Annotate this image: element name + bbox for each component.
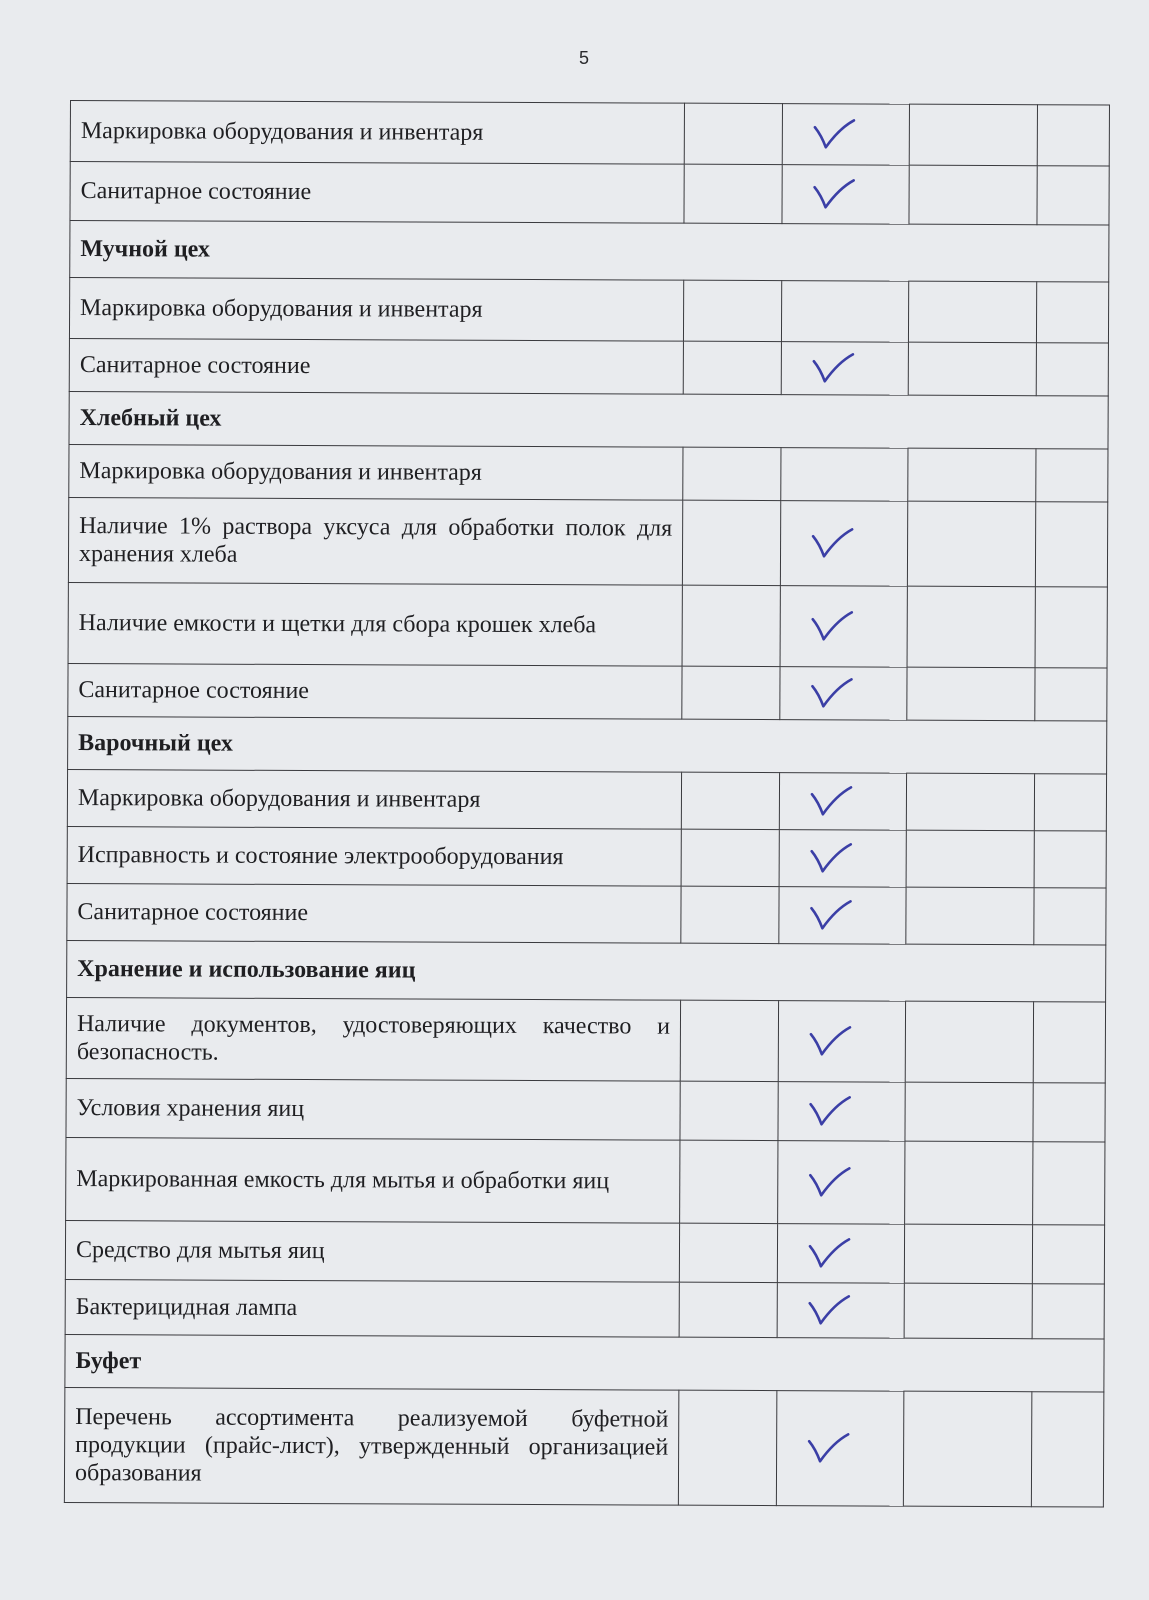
checklist-cell-column-1 [682,585,780,666]
section-title: Хлебный цех [69,391,1108,449]
checklist-cell-column-3 [908,281,1037,343]
checklist-cell-column-1 [679,1282,777,1337]
checklist-cell-column-1 [680,1000,778,1081]
checklist-item-row [68,497,1107,587]
handwritten-check-icon [808,898,854,932]
checklist-item-row [68,663,1107,721]
section-title: Хранение и использование яиц [67,940,1106,1002]
checklist-cell-column-4 [1037,282,1109,343]
section-title: Варочный цех [68,716,1107,774]
checklist-cell-column-4 [1033,1002,1105,1083]
checklist-cell-column-2 [780,667,907,721]
checklist-cell-column-3 [906,830,1035,888]
checklist-item-label: Маркированная емкость для мытья и обработки яиц [66,1137,680,1223]
checklist-cell-column-2 [778,1082,905,1142]
checklist-cell-column-3 [906,773,1035,831]
checklist-cell-column-4 [1034,774,1106,831]
checklist-item-label: Перечень ассортимента реализуемой буфетной продукции (прайс-лист), утвержденный организацией образования [64,1387,679,1505]
handwritten-check-icon [806,1293,852,1327]
checklist-cell-column-3 [905,887,1034,945]
section-header-row [70,221,1109,283]
checklist-item-row [67,826,1106,888]
page-number: 5 [578,48,589,68]
handwritten-check-icon [806,1165,852,1199]
checklist-item-row [68,582,1107,668]
handwritten-check-icon [809,609,855,643]
checklist-cell-column-1 [684,280,782,341]
inspection-checklist-table [64,100,1110,1508]
checklist-cell-column-1 [680,1081,778,1140]
checklist-cell-column-3 [907,586,1036,668]
checklist-item-label: Наличие документов, удостоверяющих качество и безопасность. [66,997,680,1081]
checklist-cell-column-2 [778,1001,905,1083]
checklist-cell-column-1 [678,1390,777,1505]
checklist-cell-column-4 [1035,587,1107,668]
checklist-cell-column-1 [682,500,780,585]
checklist-cell-column-1 [683,447,781,500]
checklist-cell-column-2 [782,165,909,225]
handwritten-check-icon [807,1094,853,1128]
checklist-cell-column-1 [684,103,782,164]
section-title: Буфет [65,1334,1104,1392]
checklist-item-label: Санитарное состояние [69,338,683,394]
checklist-item-row [65,1279,1104,1339]
checklist-cell-column-4 [1035,668,1107,721]
checklist-item-label: Наличие емкости и щетки для сбора крошек хлеба [68,582,682,666]
checklist-item-label: Средство для мытья яиц [65,1220,679,1282]
checklist-item-row [69,444,1108,502]
section-header-row [69,391,1108,449]
checklist-item-row [65,1220,1104,1284]
checklist-item-label: Условия хранения яиц [66,1078,680,1140]
checklist-cell-column-1 [681,886,779,943]
checklist-cell-column-3 [907,448,1036,502]
checklist-item-label: Маркировка оборудования и инвентаря [67,769,681,829]
checklist-cell-column-2 [782,281,909,343]
checklist-cell-column-3 [906,667,1035,721]
checklist-cell-column-2 [781,342,908,396]
checklist-cell-column-2 [781,448,908,502]
checklist-cell-column-3 [909,165,1038,225]
handwritten-check-icon [809,526,855,560]
checklist-item-label: Санитарное состояние [68,663,682,719]
checklist-cell-column-2 [780,773,907,831]
checklist-cell-column-3 [904,1224,1033,1284]
checklist-item-row [66,1137,1105,1225]
checklist-item-row [66,997,1105,1083]
checklist-cell-column-1 [681,772,779,829]
handwritten-check-icon [810,351,856,385]
checklist-cell-column-2 [780,586,907,668]
checklist-item-label: Маркировка оборудования и инвентаря [69,278,683,342]
section-header-row [67,940,1106,1002]
checklist-cell-column-3 [903,1391,1032,1507]
handwritten-check-icon [807,1024,853,1058]
checklist-cell-column-2 [782,104,909,166]
checklist-item-row [64,1387,1103,1507]
handwritten-check-icon [806,1236,852,1270]
checklist-cell-column-4 [1033,1142,1105,1225]
checklist-cell-column-4 [1036,343,1108,396]
checklist-cell-column-1 [681,829,779,886]
checklist-cell-column-2 [777,1391,904,1507]
checklist-cell-column-3 [908,342,1037,396]
checklist-cell-column-2 [779,830,906,888]
handwritten-check-icon [808,841,854,875]
checklist-cell-column-4 [1034,888,1106,945]
checklist-cell-column-4 [1037,166,1109,225]
checklist-item-label: Исправность и состояние электрооборудования [67,826,681,886]
handwritten-check-icon [811,117,857,151]
checklist-cell-column-2 [779,887,906,945]
checklist-cell-column-3 [905,1082,1034,1142]
checklist-item-label: Наличие 1% раствора уксуса для обработки полок для хранения хлеба [68,497,682,585]
handwritten-check-icon [805,1431,851,1465]
checklist-cell-column-3 [909,104,1038,166]
checklist-cell-column-3 [907,501,1036,587]
checklist-cell-column-1 [680,1140,778,1223]
checklist-cell-column-4 [1031,1392,1103,1507]
checklist-cell-column-1 [683,341,781,394]
checklist-cell-column-1 [684,164,782,223]
checklist-cell-column-4 [1036,502,1108,587]
checklist-cell-column-2 [777,1283,904,1339]
checklist-body [64,101,1109,1508]
checklist-cell-column-2 [778,1224,905,1284]
checklist-item-row [70,162,1109,226]
checklist-item-label: Маркировка оборудования и инвентаря [70,101,684,165]
checklist-item-label: Бактерицидная лампа [65,1279,679,1337]
checklist-item-row [69,278,1108,344]
checklist-item-row [70,101,1109,167]
handwritten-check-icon [809,676,855,710]
checklist-cell-column-4 [1032,1284,1104,1339]
checklist-cell-column-3 [904,1141,1033,1225]
checklist-item-label: Санитарное состояние [70,162,684,224]
section-title: Мучной цех [70,221,1109,283]
checklist-cell-column-4 [1034,831,1106,888]
section-header-row [65,1334,1104,1392]
checklist-item-row [69,338,1108,396]
checklist-item-label: Маркировка оборудования и инвентаря [69,444,683,500]
handwritten-check-icon [811,177,857,211]
checklist-cell-column-4 [1032,1225,1104,1284]
checklist-cell-column-1 [682,666,780,719]
checklist-cell-column-1 [679,1223,777,1282]
checklist-item-row [66,1078,1105,1142]
section-header-row [68,716,1107,774]
checklist-cell-column-3 [905,1001,1034,1083]
checklist-cell-column-3 [904,1283,1033,1339]
checklist-cell-column-4 [1033,1083,1105,1142]
checklist-cell-column-2 [781,501,908,587]
checklist-cell-column-4 [1036,449,1108,502]
checklist-item-label: Санитарное состояние [67,883,681,943]
checklist-item-row [67,769,1106,831]
checklist-cell-column-2 [778,1141,905,1225]
checklist-cell-column-4 [1037,105,1109,166]
handwritten-check-icon [808,784,854,818]
checklist-item-row [67,883,1106,945]
